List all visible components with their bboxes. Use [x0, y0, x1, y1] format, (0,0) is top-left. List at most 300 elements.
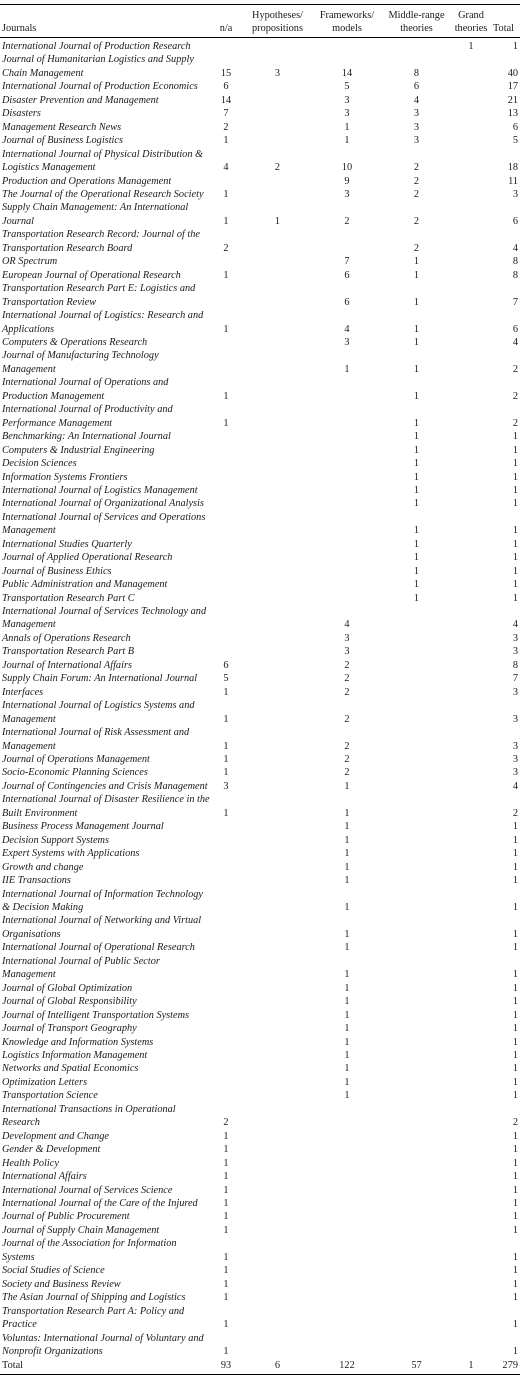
na-cell: 1	[223, 1251, 229, 1263]
journal-cell: Gender & Development	[2, 1144, 101, 1156]
table-header	[0, 5, 520, 37]
table-row	[0, 1184, 520, 1197]
journal-cell: Health Policy	[2, 1157, 59, 1169]
table-row	[0, 1224, 520, 1237]
table-row	[0, 605, 520, 632]
total-cell: 1	[512, 565, 518, 577]
journal-cell: Development and Change	[2, 1130, 109, 1142]
journal-cell: Voluntas: International Journal of Voluntary and Nonprofit Organizations	[2, 1332, 204, 1357]
middle-range-cell: 1	[413, 269, 420, 281]
journal-cell: Journal of Intelligent Transportation Systems	[2, 1009, 190, 1021]
journal-cell: Interfaces	[2, 686, 44, 698]
total-cell: 40	[507, 67, 518, 79]
middle-range-cell: 1	[413, 484, 420, 496]
total-cell: 21	[507, 94, 518, 106]
total-grand: 1	[468, 1360, 474, 1372]
total-cell: 1	[512, 1090, 518, 1102]
total-cell: 1	[512, 458, 518, 470]
total-cell: 2	[512, 417, 518, 429]
total-middle-range: 57	[411, 1360, 422, 1372]
middle-range-cell: 1	[413, 363, 420, 375]
table-row	[0, 914, 520, 941]
total-cell: 1	[512, 1171, 518, 1183]
table-row	[0, 861, 520, 874]
journal-cell: International Journal of Networking and Virtual Organisations	[2, 915, 202, 940]
table-row	[0, 766, 520, 779]
table-row	[0, 134, 520, 147]
total-cell: 1	[512, 498, 518, 510]
journal-cell: Society and Business Review	[2, 1278, 121, 1290]
table-row	[0, 780, 520, 793]
frameworks-cell: 1	[344, 1009, 350, 1021]
table-row	[0, 753, 520, 766]
middle-range-cell: 1	[413, 417, 420, 429]
middle-range-cell: 2	[413, 188, 420, 200]
total-cell: 2	[512, 363, 518, 375]
frameworks-cell: 1	[344, 121, 350, 133]
total-cell: 1	[512, 1157, 518, 1169]
frameworks-cell: 2	[344, 215, 350, 227]
total-cell: 18	[507, 162, 518, 174]
total-cell: 8	[512, 269, 518, 281]
total-cell: 1	[512, 538, 518, 550]
journal-cell: Transportation Research Part B	[2, 646, 135, 658]
journal-cell: Journal of Public Procurement	[2, 1211, 130, 1223]
na-cell: 1	[223, 807, 229, 819]
table-row	[0, 1197, 520, 1210]
journal-cell: Benchmarking: An International Journal	[2, 431, 171, 443]
na-cell: 1	[223, 390, 229, 402]
frameworks-cell: 6	[344, 269, 350, 281]
na-cell: 1	[223, 1184, 229, 1196]
total-cell: 1	[512, 848, 518, 860]
total-cell: 1	[512, 1345, 518, 1357]
frameworks-cell: 10	[341, 162, 353, 174]
header-middle-range-line1: Middle-range	[388, 10, 445, 21]
table-row	[0, 874, 520, 887]
total-cell: 1	[512, 1319, 518, 1331]
total-cell: 1	[512, 41, 518, 52]
table-row	[0, 1009, 520, 1022]
na-cell: 6	[223, 659, 229, 671]
total-cell: 6	[512, 121, 518, 133]
frameworks-cell: 3	[344, 188, 350, 200]
table-row	[0, 430, 520, 443]
total-cell: 1	[512, 431, 518, 443]
journal-cell: International Journal of Physical Distribution & Logistics Management	[2, 148, 204, 174]
table-row	[0, 982, 520, 995]
frameworks-cell: 1	[344, 1090, 350, 1102]
na-cell: 1	[223, 1224, 229, 1236]
total-cell: 1	[512, 996, 518, 1008]
frameworks-cell: 1	[344, 821, 350, 833]
middle-range-cell: 8	[413, 67, 420, 79]
total-cell: 3	[512, 632, 518, 644]
total-cell: 1	[512, 1211, 518, 1223]
frameworks-cell: 2	[344, 673, 350, 685]
journal-cell: The Asian Journal of Shipping and Logistics	[2, 1292, 186, 1304]
table-row	[0, 1157, 520, 1170]
table-row	[0, 1264, 520, 1277]
middle-range-cell: 6	[413, 81, 420, 93]
frameworks-cell: 3	[344, 336, 350, 348]
table-row	[0, 148, 520, 175]
total-cell: 1	[512, 1278, 518, 1290]
frameworks-cell: 1	[344, 996, 350, 1008]
frameworks-cell: 2	[344, 740, 350, 752]
journal-cell: Journal of Operations Management	[2, 754, 150, 766]
table-row	[0, 1022, 520, 1035]
journal-cell: Networks and Spatial Economics	[2, 1063, 139, 1075]
total-cell: 3	[512, 754, 518, 766]
table-row	[0, 403, 520, 430]
journal-cell: Transportation Research Part C	[2, 592, 135, 604]
table-row	[0, 188, 520, 201]
journal-cell: Disasters	[2, 108, 41, 120]
journal-cell: Journal of the Association for Information Systems	[2, 1238, 177, 1263]
header-hypotheses-line1: Hypotheses/	[252, 10, 303, 21]
total-cell: 1	[512, 1063, 518, 1075]
journal-cell: European Journal of Operational Research	[2, 269, 181, 281]
total-cell: 1	[512, 484, 518, 496]
table-row	[0, 1143, 520, 1156]
header-hypotheses	[241, 9, 314, 35]
header-frameworks-line1: Frameworks/	[319, 10, 375, 21]
na-cell: 1	[223, 269, 229, 281]
journal-cell: Knowledge and Information Systems	[2, 1036, 154, 1048]
total-cell: 3	[512, 713, 518, 725]
na-cell: 14	[220, 94, 232, 106]
frameworks-cell: 2	[344, 686, 350, 698]
journal-cell: International Journal of Services Science	[2, 1184, 173, 1196]
total-cell: 1	[512, 1076, 518, 1088]
frameworks-cell: 2	[344, 659, 350, 671]
journal-cell: International Journal of Public Sector Management	[2, 955, 160, 981]
na-cell: 1	[223, 1130, 229, 1142]
header-frameworks-line2: models	[332, 23, 362, 34]
frameworks-cell: 1	[344, 848, 350, 860]
table-row	[0, 995, 520, 1008]
hypotheses-cell: 2	[274, 162, 281, 174]
total-cell: 7	[512, 673, 518, 685]
journal-cell: International Journal of Risk Assessment and Management	[2, 727, 190, 752]
middle-range-cell: 1	[413, 471, 420, 483]
total-frameworks: 122	[339, 1360, 355, 1372]
total-cell: 1	[512, 821, 518, 833]
table-row	[0, 511, 520, 538]
table-row	[0, 726, 520, 753]
middle-range-cell: 1	[413, 458, 420, 470]
journal-cell: Journal of Transport Geography	[2, 1023, 137, 1035]
middle-range-cell: 2	[413, 242, 420, 254]
header-total: Total	[492, 23, 514, 34]
na-cell: 1	[223, 1345, 229, 1357]
frameworks-cell: 1	[344, 969, 350, 981]
frameworks-cell: 1	[344, 1036, 350, 1048]
journal-cell: Production and Operations Management	[2, 175, 172, 187]
frameworks-cell: 1	[344, 363, 350, 375]
na-cell: 7	[223, 108, 229, 120]
total-cell: 4	[512, 242, 518, 254]
total-cell: 4	[512, 619, 518, 631]
journal-cell: Expert Systems with Applications	[2, 848, 140, 860]
header-middle-range-line2: theories	[400, 23, 433, 34]
total-cell: 1	[512, 1144, 518, 1156]
total-cell: 1	[512, 875, 518, 887]
na-cell: 6	[223, 81, 229, 93]
na-cell: 15	[220, 67, 232, 79]
middle-range-cell: 1	[413, 498, 420, 510]
journal-cell: Growth and change	[2, 861, 84, 873]
frameworks-cell: 1	[344, 834, 350, 846]
journal-cell: Decision Sciences	[2, 458, 77, 470]
total-cell: 1	[512, 982, 518, 994]
journal-cell: Transportation Research Record: Journal of the Transportation Research Board	[2, 229, 201, 254]
total-cell: 3	[512, 767, 518, 779]
middle-range-cell: 1	[413, 323, 420, 335]
journal-cell: The Journal of the Operational Research Society	[2, 188, 204, 200]
table-row	[0, 471, 520, 484]
frameworks-cell: 7	[344, 256, 350, 268]
journal-cell: Optimization Letters	[2, 1076, 87, 1088]
journal-cell: Information Systems Frontiers	[2, 471, 128, 483]
middle-range-cell: 1	[413, 390, 420, 402]
table-row	[0, 40, 520, 53]
na-cell: 1	[223, 1197, 229, 1209]
table-row	[0, 309, 520, 336]
na-cell: 1	[223, 1319, 229, 1331]
journal-cell: International Journal of Logistics: Research and Applications	[2, 310, 204, 335]
na-cell: 1	[223, 1265, 229, 1277]
middle-range-cell: 1	[413, 592, 420, 604]
journal-cell: Journal of Global Optimization	[2, 982, 133, 994]
table-row	[0, 659, 520, 672]
journal-cell: Public Administration and Management	[2, 579, 168, 591]
frameworks-cell: 1	[344, 1076, 350, 1088]
table-row	[0, 282, 520, 309]
journal-cell: Journal of International Affairs	[2, 659, 132, 671]
total-cell: 11	[508, 175, 518, 187]
journal-cell: Journal of Business Logistics	[2, 135, 123, 147]
middle-range-cell: 4	[413, 94, 420, 106]
total-cell: 1	[512, 834, 518, 846]
table-row	[0, 201, 520, 228]
total-cell: 8	[512, 256, 518, 268]
frameworks-cell: 4	[344, 619, 350, 631]
table-body	[0, 38, 520, 1358]
frameworks-cell: 2	[344, 754, 350, 766]
na-cell: 1	[223, 1157, 229, 1169]
frameworks-cell: 1	[344, 875, 350, 887]
journal-cell: Computers & Operations Research	[2, 336, 148, 348]
journal-cell: Journal of Applied Operational Research	[2, 552, 173, 564]
journal-cell: International Journal of the Care of the Injured	[2, 1197, 198, 1209]
frameworks-cell: 2	[344, 713, 350, 725]
total-cell: 1	[512, 902, 518, 913]
frameworks-cell: 1	[344, 135, 350, 147]
na-cell: 1	[223, 1144, 229, 1156]
header-na: n/a	[219, 23, 233, 34]
journal-cell: Business Process Management Journal	[2, 821, 164, 833]
na-cell: 2	[223, 121, 229, 133]
table-row	[0, 1237, 520, 1264]
total-total: 279	[502, 1360, 518, 1372]
na-cell: 1	[223, 323, 229, 335]
na-cell: 1	[223, 740, 229, 752]
total-cell: 1	[512, 1224, 518, 1236]
total-cell: 3	[512, 646, 518, 658]
table-row	[0, 941, 520, 954]
frameworks-cell: 5	[344, 81, 350, 93]
table-row	[0, 793, 520, 820]
table-row	[0, 121, 520, 134]
header-grand-line1: Grand	[458, 10, 484, 21]
journal-cell: Journal of Contingencies and Crisis Management	[2, 780, 208, 792]
frameworks-cell: 1	[344, 982, 350, 994]
table-row	[0, 1305, 520, 1332]
middle-range-cell: 3	[413, 135, 420, 147]
total-cell: 8	[512, 659, 518, 671]
journal-cell: Decision Support Systems	[2, 834, 109, 846]
header-journals: Journals	[2, 23, 37, 34]
table-row	[0, 632, 520, 645]
na-cell: 1	[223, 188, 229, 200]
journal-cell: International Journal of Services and Operations Management	[2, 511, 206, 537]
table-row	[0, 1291, 520, 1304]
table-row	[0, 53, 520, 80]
middle-range-cell: 1	[413, 565, 420, 577]
total-cell: 2	[512, 390, 518, 402]
total-cell: 2	[512, 1117, 518, 1129]
journal-cell: Journal of Global Responsibility	[2, 996, 137, 1008]
na-cell: 2	[223, 1117, 229, 1129]
total-cell: 7	[512, 296, 518, 308]
table-row	[0, 255, 520, 268]
journal-cell: International Journal of Services Technology and Management	[2, 606, 207, 631]
na-cell: 1	[223, 686, 229, 698]
table-row	[0, 1062, 520, 1075]
table-row	[0, 1278, 520, 1291]
table-row	[0, 376, 520, 403]
table-row	[0, 1170, 520, 1183]
na-cell: 1	[223, 1171, 229, 1183]
table-row	[0, 551, 520, 564]
middle-range-cell: 2	[413, 215, 420, 227]
total-cell: 13	[507, 108, 518, 120]
total-cell: 1	[512, 928, 518, 940]
middle-range-cell: 3	[413, 121, 420, 133]
header-middle-range	[380, 9, 453, 35]
total-cell: 4	[512, 336, 518, 348]
total-cell: 1	[512, 969, 518, 981]
total-cell: 1	[512, 592, 518, 604]
middle-range-cell: 1	[413, 552, 420, 564]
hypotheses-cell: 1	[274, 215, 281, 227]
table-row	[0, 269, 520, 282]
journal-cell: Computers & Industrial Engineering	[2, 444, 155, 456]
table-row	[0, 175, 520, 188]
frameworks-cell: 3	[344, 108, 350, 120]
table-row	[0, 1036, 520, 1049]
journal-cell: OR Spectrum	[2, 256, 58, 268]
journal-cell: IIE Transactions	[2, 875, 71, 887]
journal-cell: Transportation Research Part A: Policy and Practice	[2, 1305, 185, 1331]
journal-cell: Journal of Manufacturing Technology Management	[2, 350, 159, 375]
frameworks-cell: 1	[344, 807, 350, 819]
na-cell: 1	[223, 215, 229, 227]
table-row	[0, 538, 520, 551]
total-cell: 6	[512, 323, 518, 335]
na-cell: 3	[223, 780, 229, 792]
total-cell: 3	[512, 686, 518, 698]
table-row	[0, 349, 520, 376]
header-grand-line2: theories	[454, 23, 488, 34]
total-cell: 4	[512, 780, 518, 792]
total-cell: 1	[512, 552, 518, 564]
middle-range-cell: 3	[413, 108, 420, 120]
journal-cell: Supply Chain Management: An International Journal	[2, 202, 189, 227]
middle-range-cell: 1	[413, 336, 420, 348]
frameworks-cell: 1	[344, 942, 350, 954]
journal-cell: Transportation Research Part E: Logistics and Transportation Review	[2, 283, 196, 308]
table-row	[0, 1049, 520, 1062]
total-cell: 1	[512, 579, 518, 591]
na-cell: 1	[223, 1211, 229, 1223]
journal-cell: Supply Chain Forum: An International Journal	[2, 673, 198, 685]
table-row	[0, 107, 520, 120]
journal-cell: Logistics Information Management	[2, 1049, 148, 1061]
total-cell: 1	[512, 1184, 518, 1196]
table-row	[0, 847, 520, 860]
middle-range-cell: 2	[413, 175, 420, 187]
table-row	[0, 592, 520, 605]
frameworks-cell: 6	[344, 296, 350, 308]
total-cell: 2	[512, 807, 518, 819]
table-row	[0, 834, 520, 847]
middle-range-cell: 1	[413, 444, 420, 456]
journal-cell: International Journal of Operations and Production Management	[2, 377, 169, 402]
journal-cell: Journal of Supply Chain Management	[2, 1224, 160, 1236]
total-cell: 6	[512, 215, 518, 227]
table-row	[0, 699, 520, 726]
frameworks-cell: 1	[344, 861, 350, 873]
journal-cell: Socio-Economic Planning Sciences	[2, 767, 148, 779]
total-cell: 1	[512, 1251, 518, 1263]
total-cell: 1	[512, 444, 518, 456]
total-cell: 1	[512, 1036, 518, 1048]
na-cell: 1	[223, 1292, 229, 1304]
total-na: 93	[220, 1360, 232, 1372]
total-row	[0, 1359, 520, 1372]
frameworks-cell: 4	[344, 323, 350, 335]
journal-cell: International Journal of Operational Research	[2, 942, 195, 954]
table-row	[0, 565, 520, 578]
middle-range-cell: 2	[413, 162, 420, 174]
total-cell: 1	[512, 1292, 518, 1304]
frameworks-cell: 3	[344, 646, 350, 658]
table-row	[0, 672, 520, 685]
frameworks-cell: 3	[344, 94, 350, 106]
journal-cell: International Journal of Production Economics	[2, 81, 198, 93]
table-row	[0, 955, 520, 982]
frameworks-cell: 1	[344, 780, 350, 792]
total-label: Total	[2, 1360, 24, 1372]
table-row	[0, 94, 520, 107]
table-row	[0, 457, 520, 470]
middle-range-cell: 1	[413, 538, 420, 550]
na-cell: 5	[223, 673, 229, 685]
journal-cell: International Affairs	[2, 1171, 87, 1183]
